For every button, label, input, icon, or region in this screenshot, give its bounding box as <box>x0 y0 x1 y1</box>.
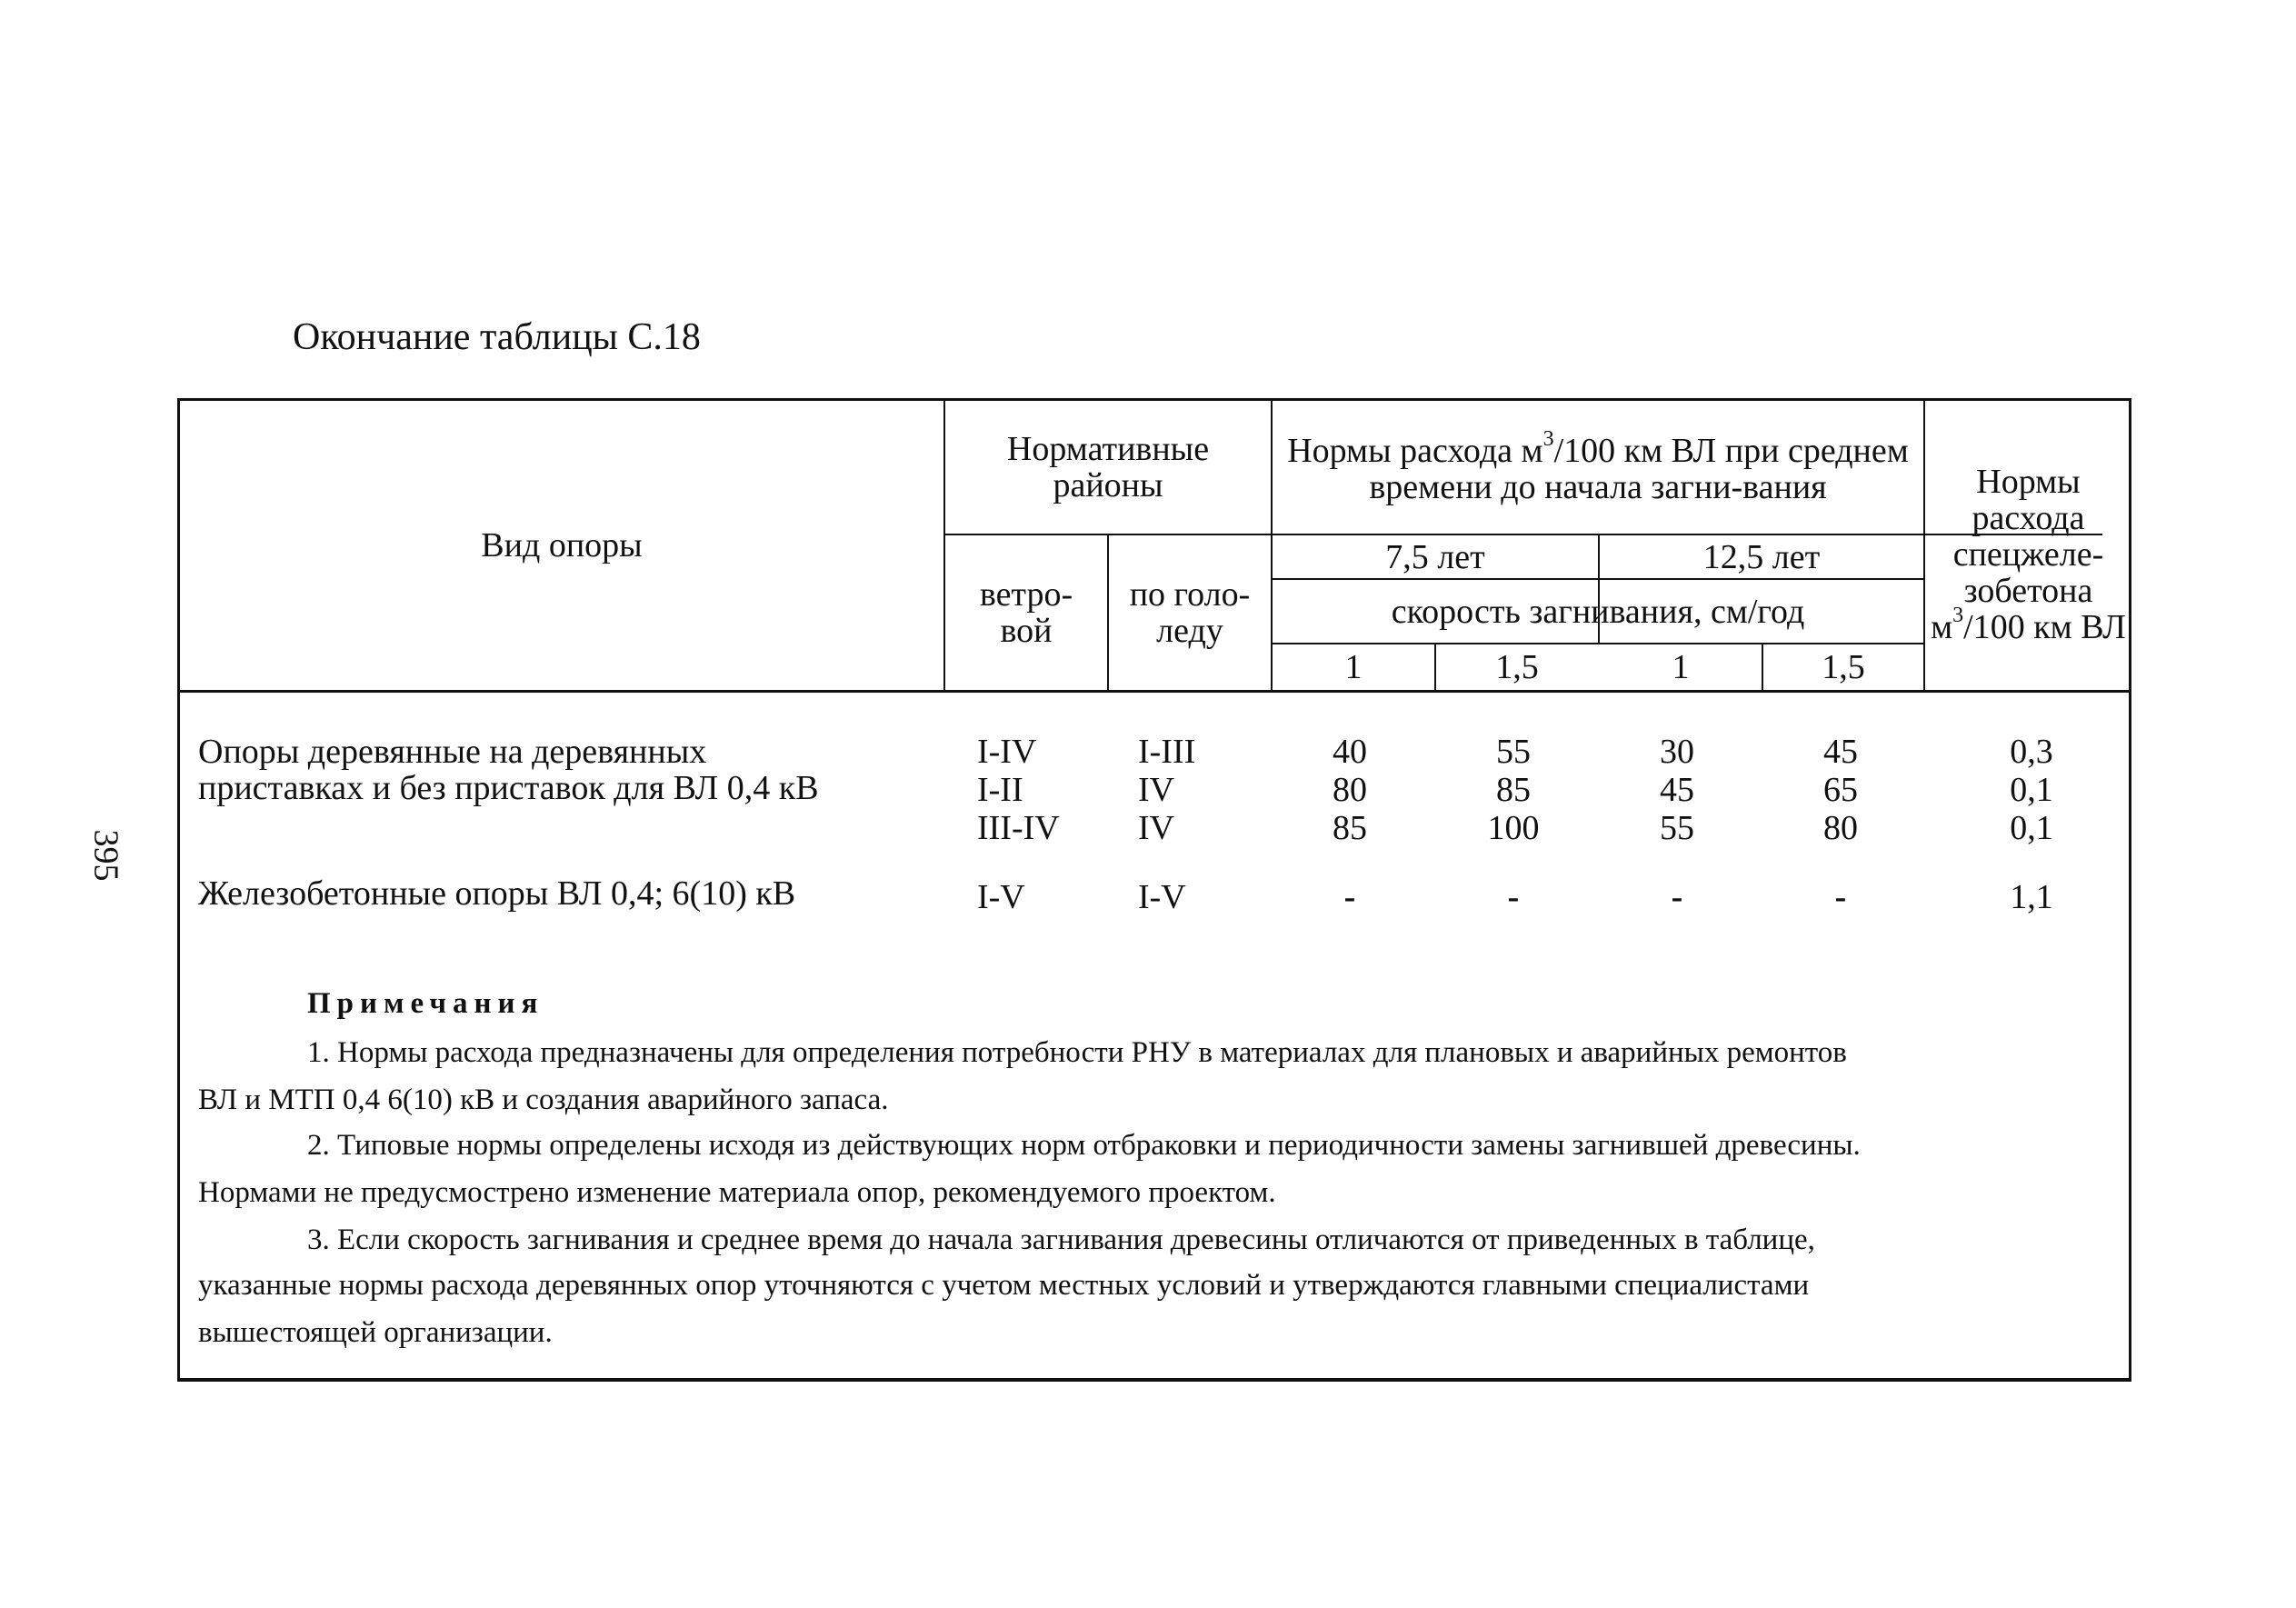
row-1-type-line-2: приставках и без приставок для ВЛ 0,4 кВ <box>198 769 819 807</box>
header-sub-3-label: 1 <box>1672 648 1690 686</box>
header-concrete-sup: 3 <box>1952 604 1964 628</box>
note-line-2: ВЛ и МТП 0,4 6(10) кВ и создания аварийного запаса. <box>198 1084 889 1116</box>
header-speed-label: скорость загнивания, см/год <box>1391 592 1805 631</box>
row-1c-ice: IV <box>1138 809 1175 847</box>
row-1b-v1: 80 <box>1333 771 1367 809</box>
header-sub-1-label: 1 <box>1344 648 1363 686</box>
header-norms-label <box>1283 427 1912 506</box>
row-1c-v1: 85 <box>1333 809 1367 847</box>
header-norms-post: /100 км ВЛ при среднем времени до начала загни-вания <box>1369 432 1909 506</box>
header-ice <box>1109 535 1271 690</box>
header-wind <box>945 535 1107 690</box>
note-line-1: 1. Нормы расхода предназначены для определения потребности РНУ в материалах для плановых и аварийных ремонтов <box>307 1036 1847 1069</box>
note-line-3: 2. Типовые нормы определены исходя из действующих норм отбраковки и периодичности замены загнившей древесины. <box>307 1129 1861 1162</box>
page-number: 395 <box>86 829 125 882</box>
header-concrete-pre: Нормы расхода спецжеле-зобетона м <box>1931 463 2104 646</box>
row-1a-wind: I-IV <box>977 733 1037 771</box>
row-1c-v2: 100 <box>1487 809 1540 847</box>
header-years-a-label: 7,5 лет <box>1385 537 1485 576</box>
notes-title: Примечания <box>307 987 544 1020</box>
row-2-concrete: 1,1 <box>2010 878 2053 916</box>
row-2-v3: - <box>1671 878 1683 916</box>
header-type-label: Вид опоры <box>481 526 643 564</box>
row-2-ice: I-V <box>1138 878 1186 916</box>
row-2-type-line-1: Железобетонные опоры ВЛ 0,4; 6(10) кВ <box>198 874 796 913</box>
header-regions-label: Нормативные районы <box>1006 430 1210 504</box>
header-sub-2 <box>1436 644 1598 690</box>
header-regions <box>945 401 1271 534</box>
row-2-v1: - <box>1343 878 1356 916</box>
header-type <box>180 401 943 690</box>
header-sub-4 <box>1763 644 1923 690</box>
row-1a-ice: I-III <box>1138 733 1196 771</box>
row-1b-v4: 65 <box>1823 771 1858 809</box>
note-line-4: Нормами не предусмострено изменение материала опор, рекомендуемого проектом. <box>198 1176 1276 1209</box>
header-concrete-post: /100 км ВЛ <box>1963 608 2126 646</box>
row-1a-concrete: 0,3 <box>2010 733 2053 771</box>
row-1c-v4: 80 <box>1823 809 1858 847</box>
table-caption: Окончание таблицы С.18 <box>293 316 701 358</box>
row-2-wind: I-V <box>977 878 1025 916</box>
header-wind-label: ветро-вой <box>979 575 1073 650</box>
header-sub-2-label: 1,5 <box>1495 648 1539 686</box>
row-1c-wind: III-IV <box>977 809 1060 847</box>
row-2-v2: - <box>1507 878 1520 916</box>
header-norms-sup: 3 <box>1542 427 1554 452</box>
header-sub-4-label: 1,5 <box>1822 648 1865 686</box>
row-1b-concrete: 0,1 <box>2010 771 2053 809</box>
note-line-7: вышестоящей организации. <box>198 1316 553 1349</box>
header-sub-3 <box>1600 644 1762 690</box>
row-2-v4: - <box>1834 878 1847 916</box>
header-norms <box>1273 404 1923 534</box>
header-years-b <box>1600 535 1923 578</box>
note-line-6: указанные нормы расхода деревянных опор уточняются с учетом местных условий и утверждаются главными специалистами <box>198 1269 1810 1302</box>
header-years-a <box>1273 535 1598 578</box>
header-concrete <box>1925 419 2131 690</box>
header-concrete-label <box>1931 464 2126 645</box>
row-1-type-line-1: Опоры деревянные на деревянных <box>198 733 707 771</box>
row-1b-v2: 85 <box>1496 771 1531 809</box>
row-1c-concrete: 0,1 <box>2010 809 2053 847</box>
row-1b-v3: 45 <box>1660 771 1694 809</box>
row-1a-v3: 30 <box>1660 733 1694 771</box>
row-1c-v3: 55 <box>1660 809 1694 847</box>
header-speed <box>1273 580 1923 643</box>
row-1a-v1: 40 <box>1333 733 1367 771</box>
row-1b-wind: I-II <box>977 771 1023 809</box>
row-1a-v2: 55 <box>1496 733 1531 771</box>
rule-header-bottom <box>180 690 2131 693</box>
header-years-b-label: 12,5 лет <box>1702 537 1821 576</box>
header-sub-1 <box>1273 644 1434 690</box>
row-1b-ice: IV <box>1138 771 1175 809</box>
row-1a-v4: 45 <box>1823 733 1858 771</box>
header-norms-pre: Нормы расхода м <box>1287 432 1543 470</box>
note-line-5: 3. Если скорость загнивания и среднее время до начала загнивания древесины отличаются от приведенных в таблице, <box>307 1223 1815 1256</box>
header-ice-label: по голо-леду <box>1129 575 1251 650</box>
